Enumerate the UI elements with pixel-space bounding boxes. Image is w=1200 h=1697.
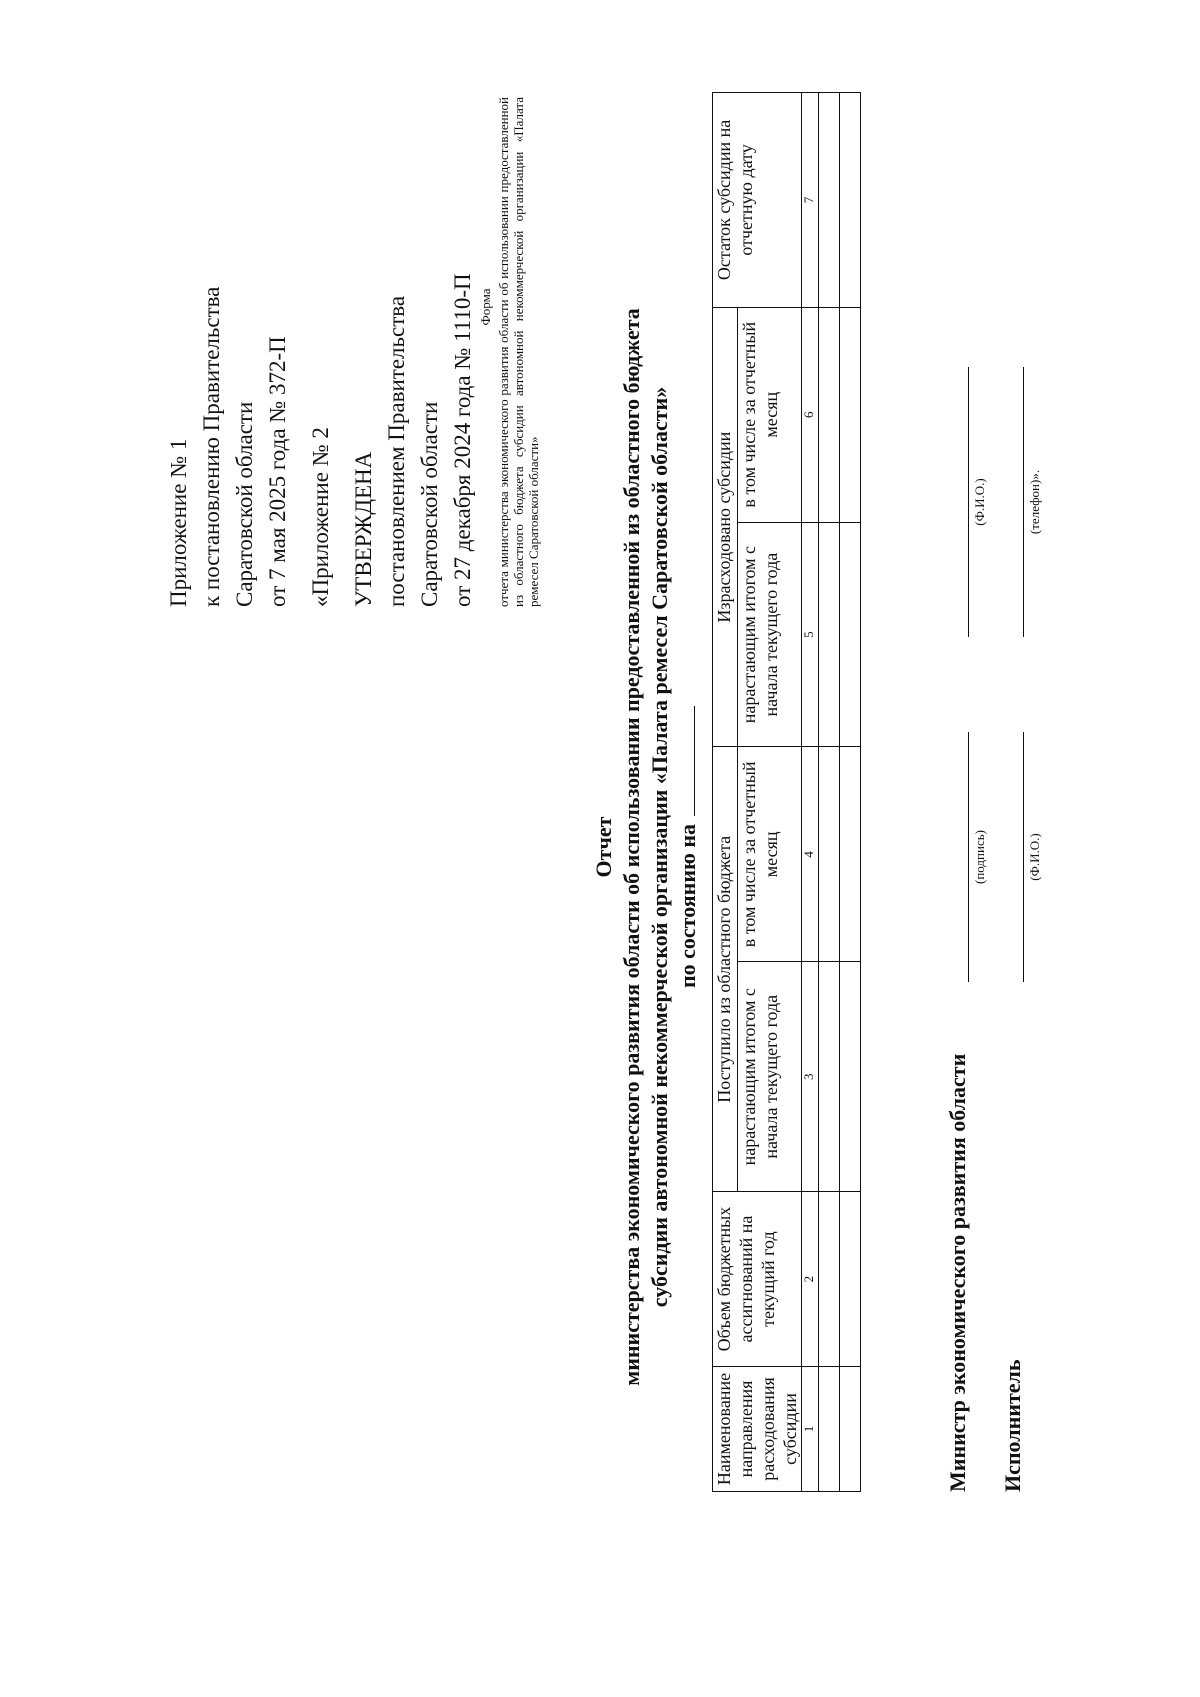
name-caption: (Ф.И.О.) (972, 478, 987, 526)
as-of-line (674, 117, 702, 1577)
minister-signature-line (968, 732, 969, 982)
approved-date: от 27 декабря 2024 года № 1110-П (450, 273, 475, 607)
executor-name-caption: (Ф.И.О.) (1027, 833, 1042, 881)
table-row (840, 93, 861, 1492)
table-cell (819, 1367, 840, 1492)
table-row (819, 93, 840, 1492)
header-spent-cumulative: нарастающим итогом с начала текущего года (738, 522, 802, 747)
as-of-label: по состоянию на (675, 823, 700, 989)
table-cell (819, 522, 840, 747)
title-word: Отчет (591, 816, 616, 878)
table-cell (840, 962, 861, 1192)
table-cell (819, 747, 840, 962)
date-blank-line (676, 706, 695, 816)
approved-label: УТВЕРЖДЕНА (351, 451, 376, 607)
column-number-row (802, 93, 819, 1492)
title-line-1: министерства экономического развития области об использовании предоставленной из областного бюджета (619, 308, 644, 1386)
column-number: 1 (802, 1367, 819, 1492)
approved-by: постановлением Правительства (384, 295, 409, 607)
appendix-number: Приложение № 1 (166, 438, 191, 607)
table-cell (840, 522, 861, 747)
report-title (590, 117, 702, 1577)
table-cell (840, 1192, 861, 1367)
table-cell (840, 747, 861, 962)
table-cell (819, 1192, 840, 1367)
column-number: 7 (802, 93, 819, 308)
executor-phone-line (1023, 367, 1024, 637)
header-received-month: в том числе за отчетный месяц (738, 747, 802, 962)
table-cell (840, 1367, 861, 1492)
header-direction: Наименование направления расходования субсидии (713, 1367, 802, 1492)
column-number: 5 (802, 522, 819, 747)
phone-caption: (телефон)». (1027, 469, 1042, 535)
table-cell (819, 962, 840, 1192)
to-resolution: к постановлению Правительства (199, 286, 224, 607)
header-spent-month: в том числе за отчетный месяц (738, 307, 802, 522)
approved-region: Саратовской области (417, 401, 442, 607)
header-received-cumulative: нарастающим итогом с начала текущего года (738, 962, 802, 1192)
minister-name-line (968, 367, 969, 637)
column-number: 6 (802, 307, 819, 522)
column-number: 3 (802, 962, 819, 1192)
table-cell (819, 307, 840, 522)
title-line-2: субсидии автономной некоммерческой организации «Палата ремесел Саратовской области» (647, 386, 672, 1308)
column-number: 2 (802, 1192, 819, 1367)
executor-name-line (1023, 732, 1024, 982)
header-balance: Остаток субсидии на отчетную дату (713, 93, 802, 308)
form-description: отчета министерства экономического развития области об использовании предоставленной из областного бюджета субсидии автономной некоммерческой организации «Палата ремесел Саратовской области» (496, 97, 541, 607)
table-cell (819, 93, 840, 308)
appendix-2: «Приложение № 2 (308, 427, 333, 607)
form-label: Форма (478, 288, 493, 326)
header-spent-group: Израсходовано субсидии (713, 307, 738, 747)
table-cell (840, 93, 861, 308)
header-received-group: Поступило из областного бюджета (713, 747, 738, 1192)
approval-stamp (162, 47, 479, 607)
header-budget-volume: Объем бюджетных ассигнований на текущий год (713, 1192, 802, 1367)
table-cell (840, 307, 861, 522)
region-name: Саратовской области (232, 401, 257, 607)
column-number: 4 (802, 747, 819, 962)
executor-label: Исполнитель (1000, 1359, 1025, 1492)
resolution-date: от 7 мая 2025 года № 372-П (265, 336, 290, 607)
report-table (712, 92, 861, 1492)
minister-label: Министр экономического развития области (945, 1053, 970, 1492)
signature-caption: (подпись) (972, 830, 987, 884)
